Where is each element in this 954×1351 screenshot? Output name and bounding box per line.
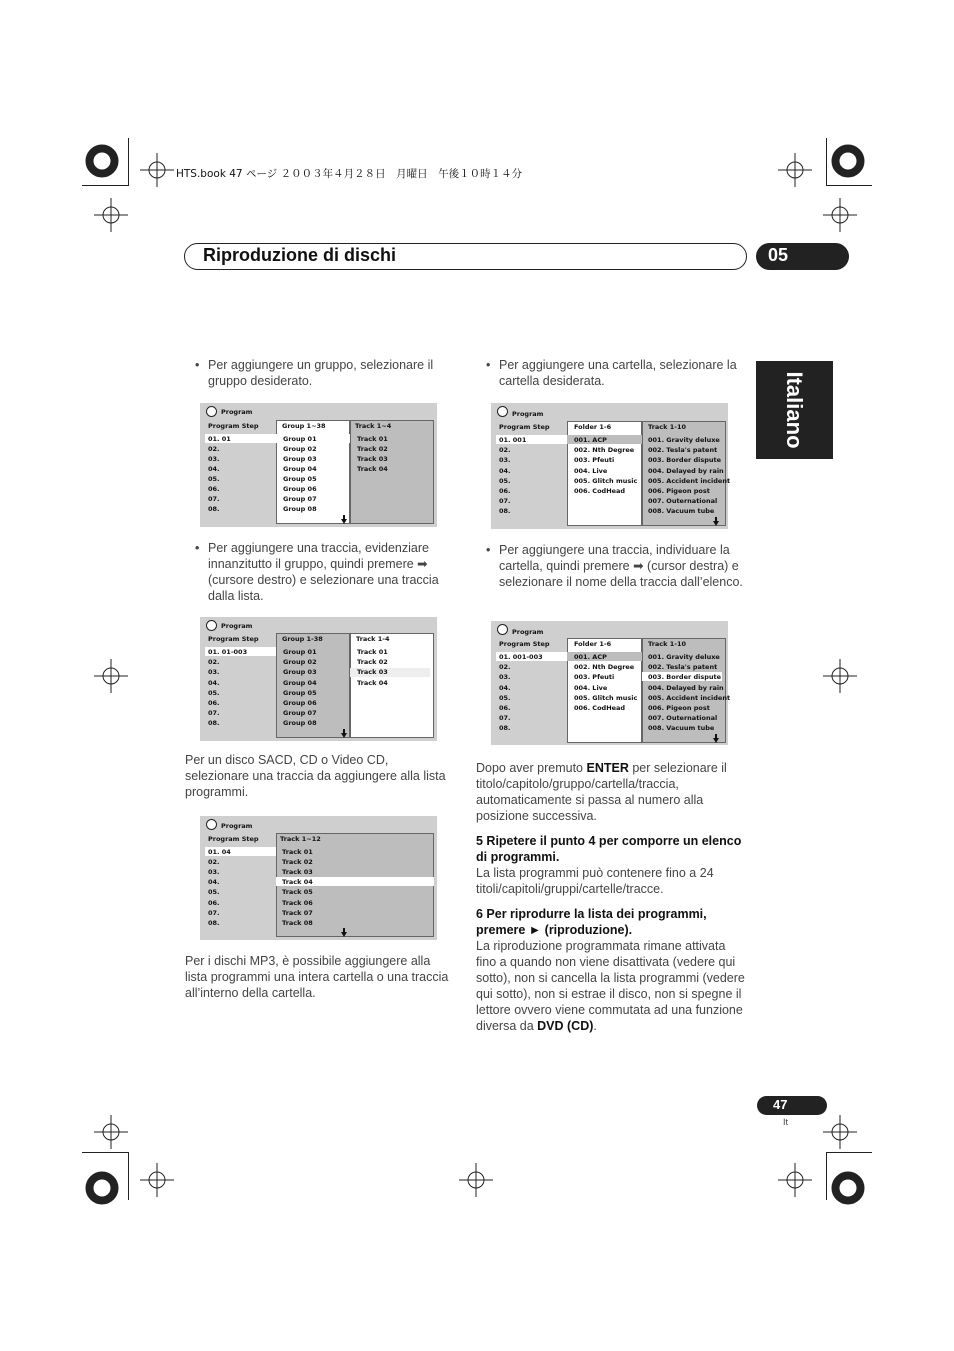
screen-row: 001. ACP [574,653,607,661]
screen-row: Group 02 [283,658,317,667]
screen-row: 06. [499,704,511,712]
screen-folder-select: Program Program Step Folder 1-6 Track 1-10 01. 001 02. 03. 04. 05. 06. 07. 08. 001. ACP 002. Nth Degree 003. Pfeuti 004. Live 005. Glitch music 006. CodHead 001. Gravity deluxe 002. Tesla's patent 003. Border dispute 004. Delayed by rain 005. Accident incident 006. Pigeon post 007. Outernational 008. Vacuum tube [491,403,728,529]
screen-row: Track 03 [357,455,388,463]
screen-row: 01. 01-003 [208,648,248,656]
screen-row: 02. [208,658,220,667]
screen-row: Track 02 [357,445,388,453]
scroll-down-icon [713,738,719,743]
screen-row: Track 03 [282,868,313,877]
screen-row: 001. Gravity deluxe [648,653,720,661]
screen-row: 008. Vacuum tube [648,507,715,516]
screen-row: 03. [208,455,220,463]
screen-row: 007. Outernational [648,497,718,506]
screen-row: Group 06 [283,699,317,707]
screen-row: 005. Accident incident [648,476,731,485]
screen-cd-track-select: Program Program Step Track 1~12 01. 04 02. 03. 04. 05. 06. 07. 08. Track 01 Track 02 Track 03 Track 04 Track 05 Track 06 Track 07 Track 08 [200,816,437,940]
screen-row: 004. Live [574,683,608,692]
screen-row: 02. [208,858,220,867]
program-step-label: Program Step [208,422,259,430]
screen-row: 06. [208,898,220,907]
disc-icon [206,406,217,417]
left-para-1: Per un disco SACD, CD o Video CD, selezionare una traccia da aggiungere alla lista programmi. [185,753,446,799]
enter-paragraph: Dopo aver premuto ENTER per selezionare il titolo/capitolo/gruppo/cartella/traccia, automaticamente si passa al numero alla posizione successiva. [476,761,727,823]
screen-row: 07. [208,495,220,503]
scroll-down-icon [341,519,347,524]
screen-row: Group 01 [283,435,317,443]
step-5-body: La lista programmi può contenere fino a 24 titoli/capitoli/gruppi/cartelle/tracce. [476,866,714,896]
screen-row: 02. [499,446,511,455]
page-number-badge [757,1096,827,1115]
screen-row: 06. [499,487,511,495]
screen-row: Group 03 [283,455,317,463]
screen-title: Program [512,410,544,418]
screen-row: 02. [499,663,511,672]
screen-row: Group 05 [283,688,317,697]
screen-row: Group 07 [283,709,317,718]
screen-title: Program [221,408,253,416]
page-number: 47 [773,1097,788,1112]
screen-row: 02. [208,445,220,453]
screen-row: 006. Pigeon post [648,704,710,712]
screen-row: 03. [499,673,511,682]
program-step-label: Program Step [208,835,259,843]
screen-row: Group 05 [283,475,317,483]
step-6-body: La riproduzione programmata rimane attivata fino a quando non viene disattivata (vedere qui sotto), non si cancella la lista programmi (vedere qui sotto), non si estrae il disco, non si spegne il lettore ovvero viene commutata ad una funzione diversa da DVD (CD). [476,939,745,1033]
screen-row: 01. 01 [208,435,231,443]
screen-row: 03. [208,868,220,877]
screen-row: 07. [499,714,511,723]
step-5-heading: 5 Ripetere il punto 4 per comporre un elenco di programmi. [476,834,742,864]
screen-row: Group 04 [283,465,317,473]
screen-row: 004. Delayed by rain [648,466,724,475]
screen-row: 08. [499,507,511,516]
screen-row: 006. CodHead [574,487,626,495]
screen-row: Track 03 [357,668,388,677]
page-title: Riproduzione di dischi [203,245,396,265]
screen-row: 04. [208,678,220,687]
print-header: HTS.book 47 ページ ２００３年４月２８日 月曜日 午後１０時１４分 [176,168,523,180]
left-bullet-2: • Per aggiungere una traccia, evidenziare innanzitutto il gruppo, quindi premere ➡ (cursore destro) e selezionare una traccia dalla lista. [195,541,439,603]
screen-title: Program [221,822,253,830]
screen-row: 08. [499,724,511,733]
disc-icon [497,406,508,417]
scroll-down-icon [713,521,719,526]
screen-row: Group 02 [283,445,317,453]
screen-row: 004. Delayed by rain [648,683,724,692]
screen-row: 007. Outernational [648,714,718,723]
program-step-label: Program Step [208,635,259,643]
screen-row: 04. [499,683,511,692]
screen-row: 07. [208,908,220,917]
screen-row: 05. [499,476,511,485]
screen-row: 003. Border dispute [648,673,722,682]
screen-row: 07. [208,709,220,718]
screen-row: 005. Accident incident [648,693,731,702]
right-bullet-2: • Per aggiungere una traccia, individuare la cartella, quindi premere ➡ (cursor destra) e selezionare il nome della traccia dall’elenco. [486,543,743,589]
screen-row: 05. [208,888,220,897]
screen-row: Track 02 [357,658,388,667]
scroll-down-icon [341,733,347,738]
screen-title: Program [512,628,544,636]
screen-row: 002. Nth Degree [574,446,635,455]
screen-row: Group 03 [283,668,317,677]
screen-row: 005. Glitch music [574,476,638,485]
screen-row: Group 08 [283,719,317,728]
screen-group-select: Program Program Step Group 1~38 Track 1~4 01. 01 02. 03. 04. 05. 06. 07. 08. Group 01 Group 02 Group 03 Group 04 Group 05 Group 06 Group 07 Group 08 Track 01 Track 02 Track 03 Track 04 [200,403,437,527]
screen-row: 01. 001-003 [499,653,543,661]
screen-row: Track 04 [357,465,388,473]
disc-icon [497,624,508,635]
screen-row: 003. Border dispute [648,456,722,465]
screen-row: Track 01 [357,648,388,656]
screen-row: Track 05 [282,888,313,897]
screen-row: 03. [208,668,220,677]
left-para-2: Per i dischi MP3, è possibile aggiungere alla lista programmi una intera cartella o una traccia all’interno della cartella. [185,954,449,1000]
screen-row: 001. Gravity deluxe [648,436,720,444]
screen-row: 04. [499,466,511,475]
screen-row: Track 07 [282,908,313,917]
language-tab-label: Italiano [782,371,807,449]
disc-icon [206,819,217,830]
scroll-down-icon [341,932,347,937]
screen-row: 06. [208,485,220,493]
screen-row: 08. [208,719,220,728]
screen-row: Group 01 [283,648,317,656]
screen-row: 08. [208,918,220,927]
screen-row: 06. [208,699,220,707]
page-language: It [783,1117,789,1127]
screen-row: 01. 001 [499,436,527,444]
disc-icon [206,620,217,631]
program-step-label: Program Step [499,423,550,431]
screen-row: 003. Pfeuti [574,673,615,682]
screen-row: 008. Vacuum tube [648,724,715,733]
screen-row: Track 01 [357,435,388,443]
screen-row: 07. [499,497,511,506]
screen-row: 05. [208,688,220,697]
screen-row: 002. Tesla's patent [648,663,718,672]
screen-title: Program [221,622,253,630]
screen-row: Track 08 [282,918,313,927]
program-step-label: Program Step [499,640,550,648]
step-6-heading: 6 Per riprodurre la lista dei programmi, premere ► (riproduzione). [476,907,707,937]
screen-row: 05. [499,693,511,702]
left-bullet-1: • Per aggiungere un gruppo, selezionare il gruppo desiderato. [195,358,434,388]
screen-row: Track 01 [282,848,313,856]
screen-row: Track 02 [282,858,313,867]
screen-row: 04. [208,878,220,887]
screen-row: 03. [499,456,511,465]
screen-row: 01. 04 [208,848,231,856]
right-bullet-1: • Per aggiungere una cartella, selezionare la cartella desiderata. [486,358,737,388]
screen-row: 005. Glitch music [574,693,638,702]
screen-row: 006. CodHead [574,704,626,712]
chapter-number: 05 [768,245,789,265]
screen-row: Group 06 [283,485,317,493]
screen-row: 05. [208,475,220,483]
screen-row: 001. ACP [574,436,607,444]
screen-row: Group 04 [283,678,317,687]
screen-row: 08. [208,505,220,513]
screen-row: Group 07 [283,495,317,503]
screen-row: 006. Pigeon post [648,487,710,495]
screen-row: 003. Pfeuti [574,456,615,465]
screen-row: 002. Nth Degree [574,663,635,672]
screen-row: Track 06 [282,898,313,907]
screen-mp3-track-select: Program Program Step Folder 1-6 Track 1-10 01. 001-003 02. 03. 04. 05. 06. 07. 08. 001. ACP 002. Nth Degree 003. Pfeuti 004. Live 005. Glitch music 006. CodHead 001. Gravity deluxe 002. Tesla's patent 003. Border dispute 004. Delayed by rain 005. Accident incident 006. Pigeon post 007. Outernational 008. Vacuum tube [491,621,728,745]
screen-track-select: Program Program Step Group 1-38 Track 1-4 01. 01-003 02. 03. 04. 05. 06. 07. 08. Group 01 Group 02 Group 03 Group 04 Group 05 Group 06 Group 07 Group 08 Track 01 Track 02 Track 03 Track 04 [200,617,437,741]
screen-row: 004. Live [574,466,608,475]
screen-row: Track 04 [357,678,388,687]
screen-row: Group 08 [283,505,317,513]
screen-row: 04. [208,465,220,473]
screen-row: 002. Tesla's patent [648,446,718,455]
screen-row: Track 04 [282,878,313,887]
